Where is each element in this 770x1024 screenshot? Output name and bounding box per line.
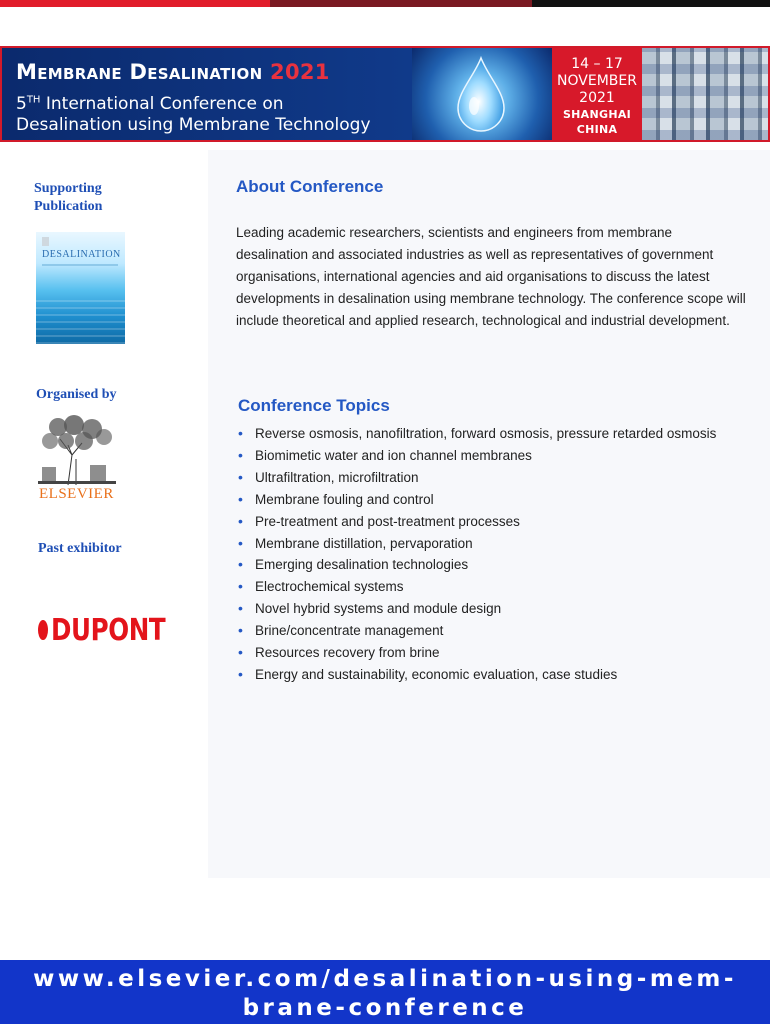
conference-banner [0, 46, 770, 142]
list-item: • Brine/concentrate management [238, 620, 758, 642]
supporting-label-line2: Publication [34, 199, 103, 214]
organised-by-label: Organised by [36, 387, 117, 402]
list-item: • Membrane distillation, pervaporation [238, 533, 758, 555]
banner-edition-number: 5 [16, 94, 27, 114]
elsevier-wordmark: ELSEVIER [39, 486, 114, 502]
banner-subtitle-line2: Desalination using Membrane Technology [16, 115, 371, 135]
banner-subtitle-line1-text: International Conference on [40, 94, 284, 114]
journal-cover-water [36, 298, 125, 344]
banner-edition-suffix: TH [26, 94, 41, 106]
supporting-label-line1: Supporting [34, 181, 102, 196]
banner-month: NOVEMBER [557, 73, 637, 89]
elsevier-tree-logo-icon[interactable] [38, 415, 116, 487]
banner-title-main: Membrane Desalination [16, 60, 263, 84]
banner-title-year: 2021 [270, 60, 330, 84]
about-heading: About Conference [236, 177, 384, 196]
membrane-modules-photo [642, 48, 770, 140]
journal-cover-title: DESALINATION [42, 249, 121, 260]
list-item: • Biomimetic water and ion channel membranes [238, 445, 758, 467]
list-item: • Pre-treatment and post-treatment processes [238, 511, 758, 533]
list-item: • Ultrafiltration, microfiltration [238, 467, 758, 489]
top-color-bar [0, 0, 770, 7]
journal-cover-rule [42, 264, 118, 266]
list-item: • Electrochemical systems [238, 576, 758, 598]
footer-url-line1[interactable]: www.elsevier.com/desalination-using-mem- [33, 966, 737, 992]
banner-country: CHINA [576, 123, 618, 136]
banner-subtitle-line1 [16, 94, 284, 114]
past-exhibitor-label: Past exhibitor [38, 541, 122, 556]
top-bar-black-segment [532, 0, 770, 7]
top-bar-maroon-segment [270, 0, 532, 7]
journal-publisher-mark [42, 237, 49, 246]
banner-title [16, 60, 330, 84]
topics-list [238, 423, 758, 686]
list-item: • Novel hybrid systems and module design [238, 598, 758, 620]
supporting-publication-label [34, 180, 102, 216]
dupont-oval-icon [38, 620, 48, 640]
banner-date-box [552, 48, 642, 140]
topics-heading: Conference Topics [238, 396, 390, 415]
dupont-logo[interactable] [38, 608, 190, 652]
list-item: • Reverse osmosis, nanofiltration, forward osmosis, pressure retarded osmosis [238, 423, 758, 445]
banner-city: SHANGHAI [562, 108, 632, 121]
dupont-wordmark: DUPONT [51, 612, 166, 648]
footer-url-banner[interactable] [0, 960, 770, 1024]
banner-date-range: 14 – 17 [571, 56, 623, 72]
banner-year: 2021 [579, 90, 615, 106]
list-item: • Membrane fouling and control [238, 489, 758, 511]
water-drop-icon [450, 54, 512, 134]
list-item: • Energy and sustainability, economic evaluation, case studies [238, 664, 758, 686]
list-item: • Resources recovery from brine [238, 642, 758, 664]
footer-url-line2[interactable]: brane-conference [242, 995, 528, 1021]
top-bar-red-segment [0, 0, 270, 7]
desalination-journal-cover[interactable] [36, 232, 125, 344]
list-item: • Emerging desalination technologies [238, 554, 758, 576]
about-paragraph: Leading academic researchers, scientists and engineers from membrane desalination and associated industries as well as representatives of government organisations, international agencies and aid organisations to discuss the latest developments in desalination using membrane technology. The conference scope will include theoretical and applied research, technological and industrial development. [236, 225, 746, 328]
